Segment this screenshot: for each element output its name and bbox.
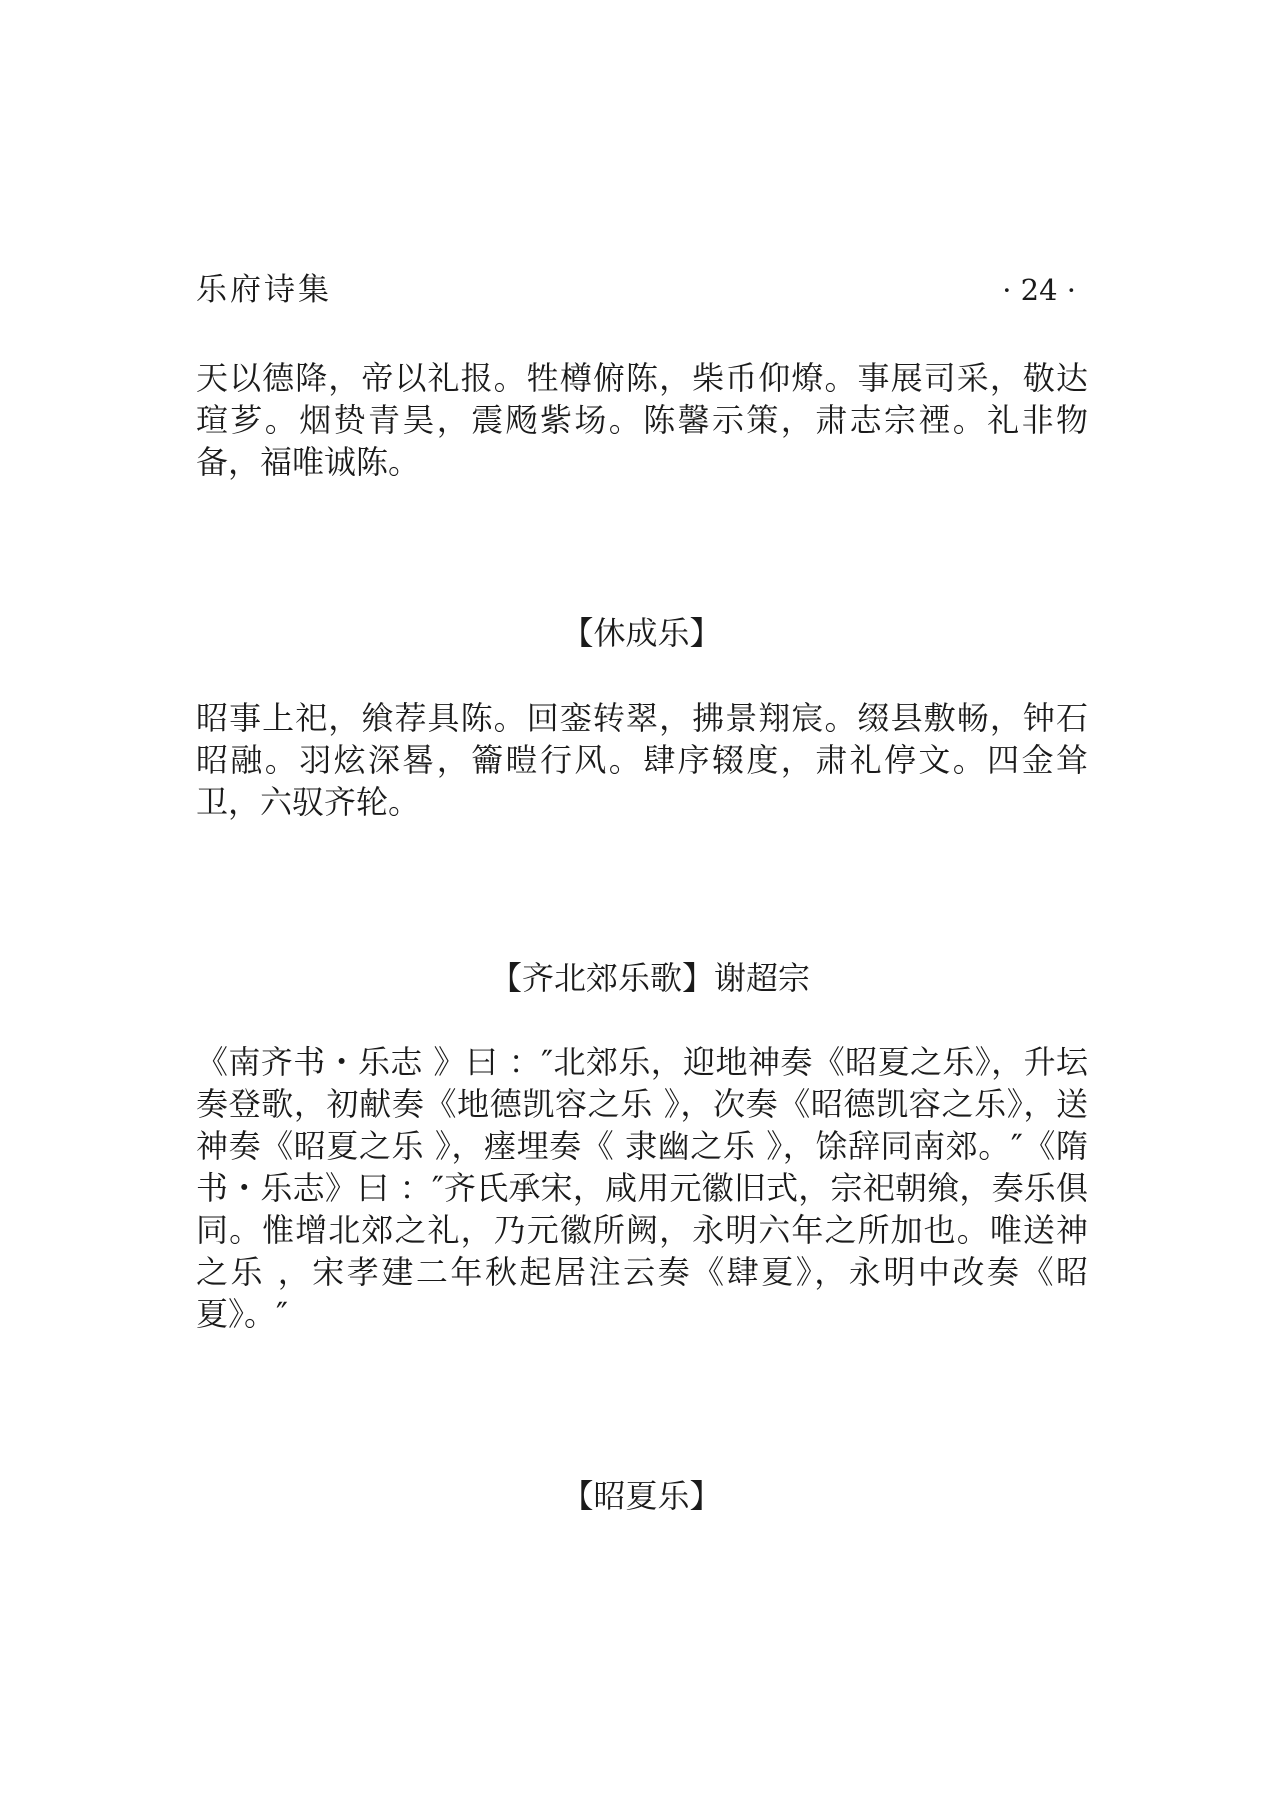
poem-paragraph: 昭事上祀，飨荐具陈。回銮转翠，拂景翔宸。缀县敷畅，钟石昭融。羽炫深晷，籥暟行风。肆序辍度，肃礼停文。四金耸卫，六驭齐轮。 (196, 699, 1088, 821)
section-heading: 【昭夏乐】 (561, 1477, 722, 1515)
section-heading: 【齐北郊乐歌】谢超宗 (490, 959, 811, 997)
poem-paragraph: 天以德降，帝以礼报。牲樽俯陈，柴币仰燎。事展司采，敬达瑄芗。烟贽青昊，震飏紫场。陈馨示策，肃志宗禋。礼非物备，福唯诚陈。 (196, 359, 1088, 481)
book-title: 乐府诗集 (196, 272, 332, 308)
section-heading: 【休成乐】 (561, 614, 722, 652)
preface-paragraph: 《南齐书・乐志 》曰 ：″北郊乐，迎地神奏《昭夏之乐》，升坛奏登歌，初献奏《地德凯容之乐 》，次奏《昭德凯容之乐》，送神奏《昭夏之乐 》，瘗埋奏《 隶幽之乐 》，馀辞同南郊。″《隋书・乐志》曰 ：″齐氏承宋，咸用元徽旧式，宗祀朝飨，奏乐俱同。惟增北郊之礼，乃元徽所阙，永明六年之所加也。唯送神之乐 ，宋孝建二年秋起居注云奏《肆夏》，永明中改奏《昭夏》。″ (196, 1043, 1088, 1333)
page-header (196, 268, 1076, 312)
page-number: · 24 · (1002, 273, 1076, 307)
